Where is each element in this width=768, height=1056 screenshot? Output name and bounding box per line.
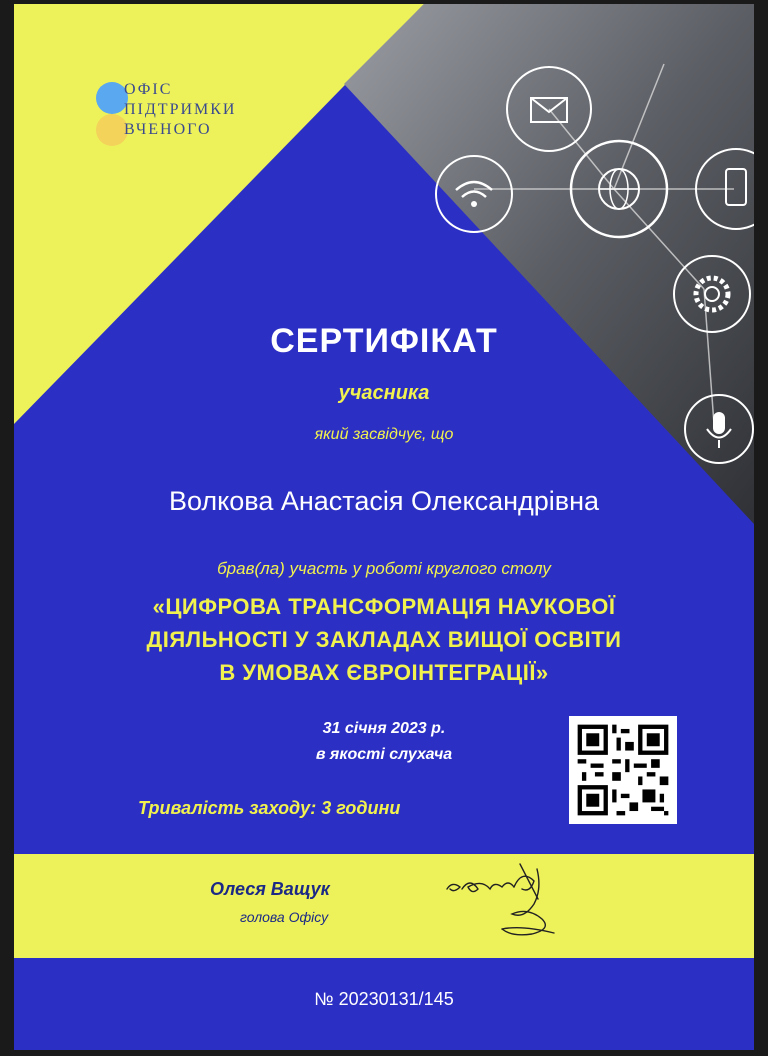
event-duration: Тривалість заходу: 3 години (138, 798, 401, 818)
certificate-page (14, 4, 754, 1050)
certificate-subtitle: учасника (338, 382, 430, 404)
certificate-title: СЕРТИФІКАТ (270, 322, 498, 360)
event-date: 31 січня 2023 р. (322, 720, 446, 737)
signature-image (442, 859, 572, 944)
event-title-line1: «ЦИФРОВА ТРАНСФОРМАЦІЯ НАУКОВОЇ (152, 594, 616, 619)
participation-text: брав(ла) участь у роботі круглого столу (217, 559, 551, 578)
certifies-text: який засвідчує, що (314, 426, 454, 443)
footer-band (14, 854, 754, 958)
tech-photo-area (344, 4, 754, 524)
certificate-number: № 20230131/145 (314, 989, 454, 1009)
qr-code-icon (569, 716, 677, 824)
signer-position: голова Офісу (240, 909, 329, 925)
event-title-line2: ДІЯЛЬНОСТІ У ЗАКЛАДАХ ВИЩОЇ ОСВІТИ (146, 627, 622, 652)
signer-name: Олеся Ващук (210, 879, 330, 899)
event-title-line3: В УМОВАХ ЄВРОІНТЕГРАЦІЇ» (219, 660, 549, 685)
participant-role: в якості слухача (315, 746, 453, 763)
recipient-name: Волкова Анастасія Олександрівна (168, 486, 600, 516)
logo-text (124, 80, 236, 140)
qr-code-graphic (569, 716, 677, 824)
logo-line2: ПІДТРИМКИ (124, 101, 237, 118)
logo-line3: ВЧЕНОГО (124, 121, 212, 138)
event-title (14, 590, 754, 689)
logo-line1: ОФІС (124, 81, 173, 98)
